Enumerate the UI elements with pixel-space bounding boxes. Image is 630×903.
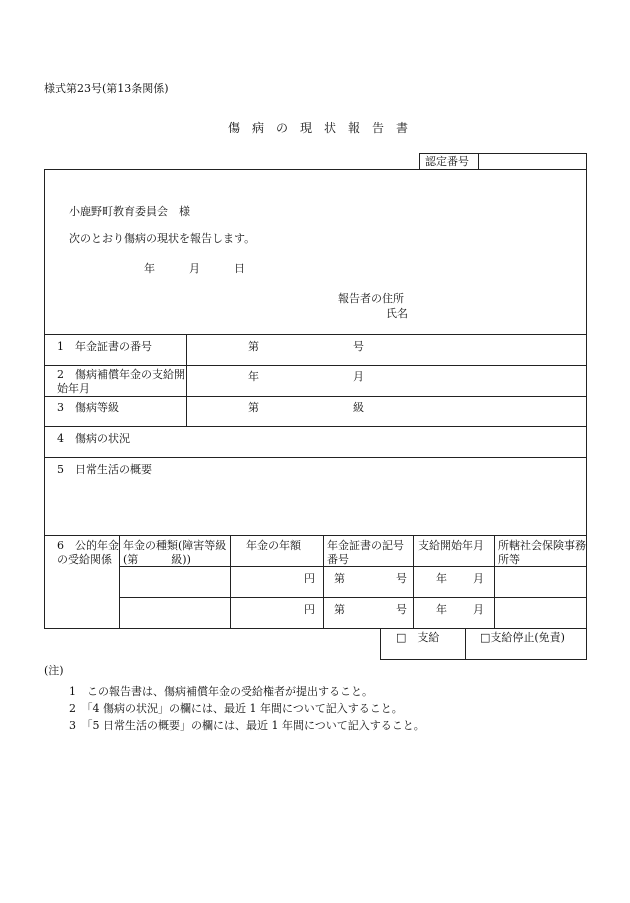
note-item: 1 この報告書は、傷病補償年金の受給権者が提出すること。 (69, 685, 373, 698)
row-divider-4 (44, 426, 587, 427)
date-month: 月 (189, 262, 200, 275)
cert-number-value[interactable] (482, 155, 582, 167)
form-title: 傷病の現状報告書 (228, 121, 421, 135)
row2-label: 2 傷病補償年金の支給開始年月 (57, 368, 185, 395)
pension-col-2 (230, 535, 231, 628)
pension-row1-dai: 第 (334, 572, 345, 585)
row-divider-3 (44, 396, 587, 397)
row1-suffix: 号 (353, 340, 364, 353)
decision-stop-checkbox[interactable]: □支給停止(免責) (480, 631, 565, 644)
pension-row2-month: 月 (473, 603, 484, 616)
row5-label: 5 日常生活の概要 (57, 463, 152, 476)
intro-text: 次のとおり傷病の現状を報告します。 (69, 232, 256, 245)
row-divider-5 (44, 457, 587, 458)
pension-header-start: 支給開始年月 (418, 539, 484, 552)
pension-header-cert: 年金証書の記号番号 (327, 539, 404, 566)
row3-label: 3 傷病等級 (57, 401, 119, 414)
pension-col-5 (494, 535, 495, 628)
row2-prefix: 年 (248, 370, 259, 383)
row-divider-1 (44, 334, 587, 335)
pension-row1-go: 号 (396, 572, 407, 585)
row1-prefix: 第 (248, 340, 259, 353)
pension-row2-yen: 円 (304, 603, 315, 616)
cert-number-label: 認定番号 (425, 155, 469, 168)
cert-number-divider (478, 153, 479, 169)
pension-header-type: 年金の種類(障害等級(第 級)) (123, 539, 227, 566)
date-year: 年 (144, 262, 155, 275)
rows-label-divider (186, 334, 187, 426)
row-divider-2 (44, 365, 587, 366)
pension-col-1 (119, 535, 120, 628)
row1-label: 1 年金証書の番号 (57, 340, 152, 353)
pension-row1-yen: 円 (304, 572, 315, 585)
note-item: 2 「4 傷病の状況」の欄には、最近 1 年間について記入すること。 (69, 702, 403, 715)
pension-header-amount: 年金の年額 (246, 539, 301, 552)
pension-col-3 (323, 535, 324, 628)
pension-row2-year: 年 (436, 603, 447, 616)
pension-row-divider-2 (119, 597, 587, 598)
pension-header-office: 所轄社会保険事務所等 (498, 539, 586, 566)
row3-prefix: 第 (248, 401, 259, 414)
decision-divider (465, 628, 466, 659)
reporter-address-label: 報告者の住所 (338, 292, 404, 305)
pension-row1-year: 年 (436, 572, 447, 585)
form-number: 様式第23号(第13条関係) (44, 82, 169, 95)
pension-row2-dai: 第 (334, 603, 345, 616)
pension-row1-month: 月 (473, 572, 484, 585)
row-divider-6 (44, 535, 587, 536)
reporter-name-label: 氏名 (386, 307, 408, 320)
notes-heading: (注) (44, 664, 64, 677)
note-item: 3 「5 日常生活の概要」の欄には、最近 1 年間について記入すること。 (69, 719, 425, 732)
row3-suffix: 級 (353, 401, 364, 414)
pension-label: 6 公的年金の受給関係 (57, 539, 119, 566)
date-day: 日 (234, 262, 245, 275)
addressee: 小鹿野町教育委員会 様 (69, 205, 190, 218)
pension-row2-go: 号 (396, 603, 407, 616)
row2-suffix: 月 (353, 370, 364, 383)
decision-pay-checkbox[interactable]: □ 支給 (396, 631, 440, 644)
pension-col-4 (413, 535, 414, 628)
row4-label: 4 傷病の状況 (57, 432, 130, 445)
